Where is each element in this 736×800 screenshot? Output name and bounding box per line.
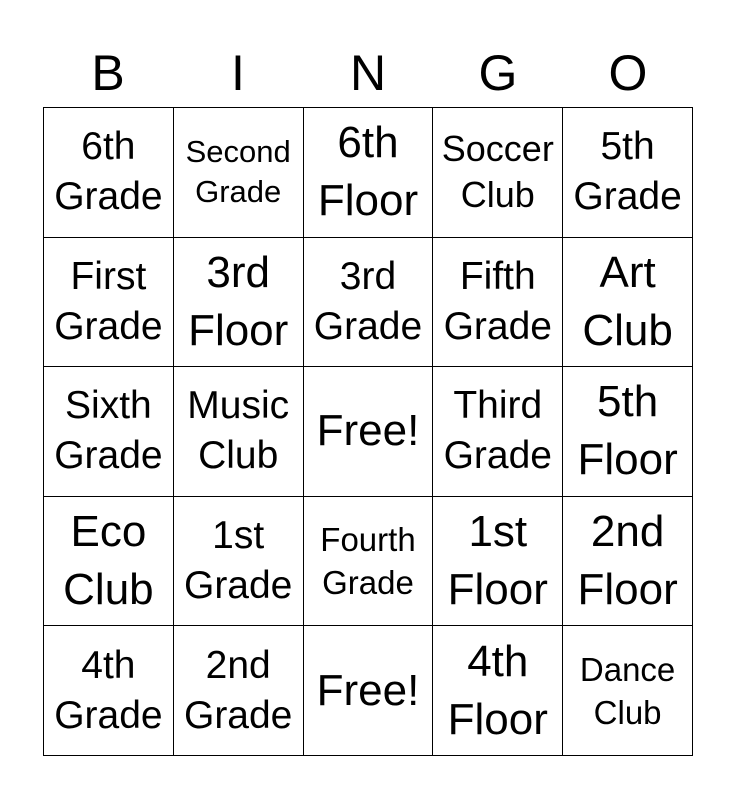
cell-label: Third Grade — [443, 384, 552, 478]
cell-label: Dance Club — [579, 650, 676, 731]
header-letter-b: B — [91, 45, 125, 101]
cell-label: 5th Floor — [577, 377, 678, 485]
bingo-cell-r2-c1[interactable] — [44, 238, 174, 368]
bingo-cell-r3-c2[interactable] — [174, 367, 304, 497]
cell-label: 3rd Floor — [188, 247, 289, 355]
cell-label: 1st Floor — [447, 507, 548, 615]
bingo-cell-r3-c4[interactable] — [433, 367, 563, 497]
bingo-cell-r3-c5[interactable] — [563, 367, 693, 497]
bingo-cell-r2-c5[interactable] — [563, 238, 693, 368]
cell-label: First Grade — [54, 254, 163, 348]
header-letter-o: O — [608, 45, 648, 101]
cell-label: 6th Grade — [54, 125, 163, 219]
header-letter-n: N — [349, 45, 387, 101]
bingo-cell-r5-c3-free[interactable] — [304, 626, 434, 756]
cell-label: Fourth Grade — [320, 521, 416, 602]
bingo-cell-r5-c4[interactable] — [433, 626, 563, 756]
cell-label: 4th Floor — [447, 636, 548, 744]
header-letter-g: G — [478, 45, 518, 101]
cell-label: 5th Grade — [573, 125, 682, 219]
bingo-header — [43, 40, 693, 106]
bingo-cell-r2-c3[interactable] — [304, 238, 434, 368]
bingo-cell-r4-c5[interactable] — [563, 497, 693, 627]
cell-label: Art Club — [582, 247, 673, 355]
bingo-cell-r5-c2[interactable] — [174, 626, 304, 756]
cell-label: 2nd Floor — [577, 507, 678, 615]
cell-label: 1st Grade — [183, 514, 293, 608]
bingo-cell-r5-c1[interactable] — [44, 626, 174, 756]
cell-label: Sixth Grade — [54, 384, 163, 478]
bingo-board — [43, 107, 693, 756]
cell-label: 6th Floor — [317, 118, 419, 226]
header-letter-i: I — [231, 45, 245, 101]
cell-label: Soccer Club — [441, 128, 554, 216]
bingo-cell-r4-c2[interactable] — [174, 497, 304, 627]
bingo-cell-r1-c2[interactable] — [174, 108, 304, 238]
cell-label: Eco Club — [63, 507, 154, 615]
bingo-cell-r1-c5[interactable] — [563, 108, 693, 238]
cell-label: Second Grade — [185, 134, 291, 210]
bingo-cell-r2-c2[interactable] — [174, 238, 304, 368]
cell-label: 4th Grade — [54, 643, 163, 737]
bingo-cell-r3-c3-free[interactable] — [304, 367, 434, 497]
bingo-cell-r2-c4[interactable] — [433, 238, 563, 368]
bingo-cell-r1-c3[interactable] — [304, 108, 434, 238]
cell-label: Free! — [316, 665, 420, 715]
bingo-cell-r1-c4[interactable] — [433, 108, 563, 238]
cell-label: Free! — [316, 406, 420, 456]
bingo-cell-r4-c4[interactable] — [433, 497, 563, 627]
cell-label: Fifth Grade — [443, 254, 552, 348]
bingo-cell-r5-c5[interactable] — [563, 626, 693, 756]
cell-label: 2nd Grade — [183, 643, 293, 737]
bingo-cell-r4-c3[interactable] — [304, 497, 434, 627]
bingo-cell-r4-c1[interactable] — [44, 497, 174, 627]
bingo-cell-r1-c1[interactable] — [44, 108, 174, 238]
cell-label: 3rd Grade — [313, 254, 423, 348]
cell-label: Music Club — [187, 384, 290, 478]
bingo-cell-r3-c1[interactable] — [44, 367, 174, 497]
